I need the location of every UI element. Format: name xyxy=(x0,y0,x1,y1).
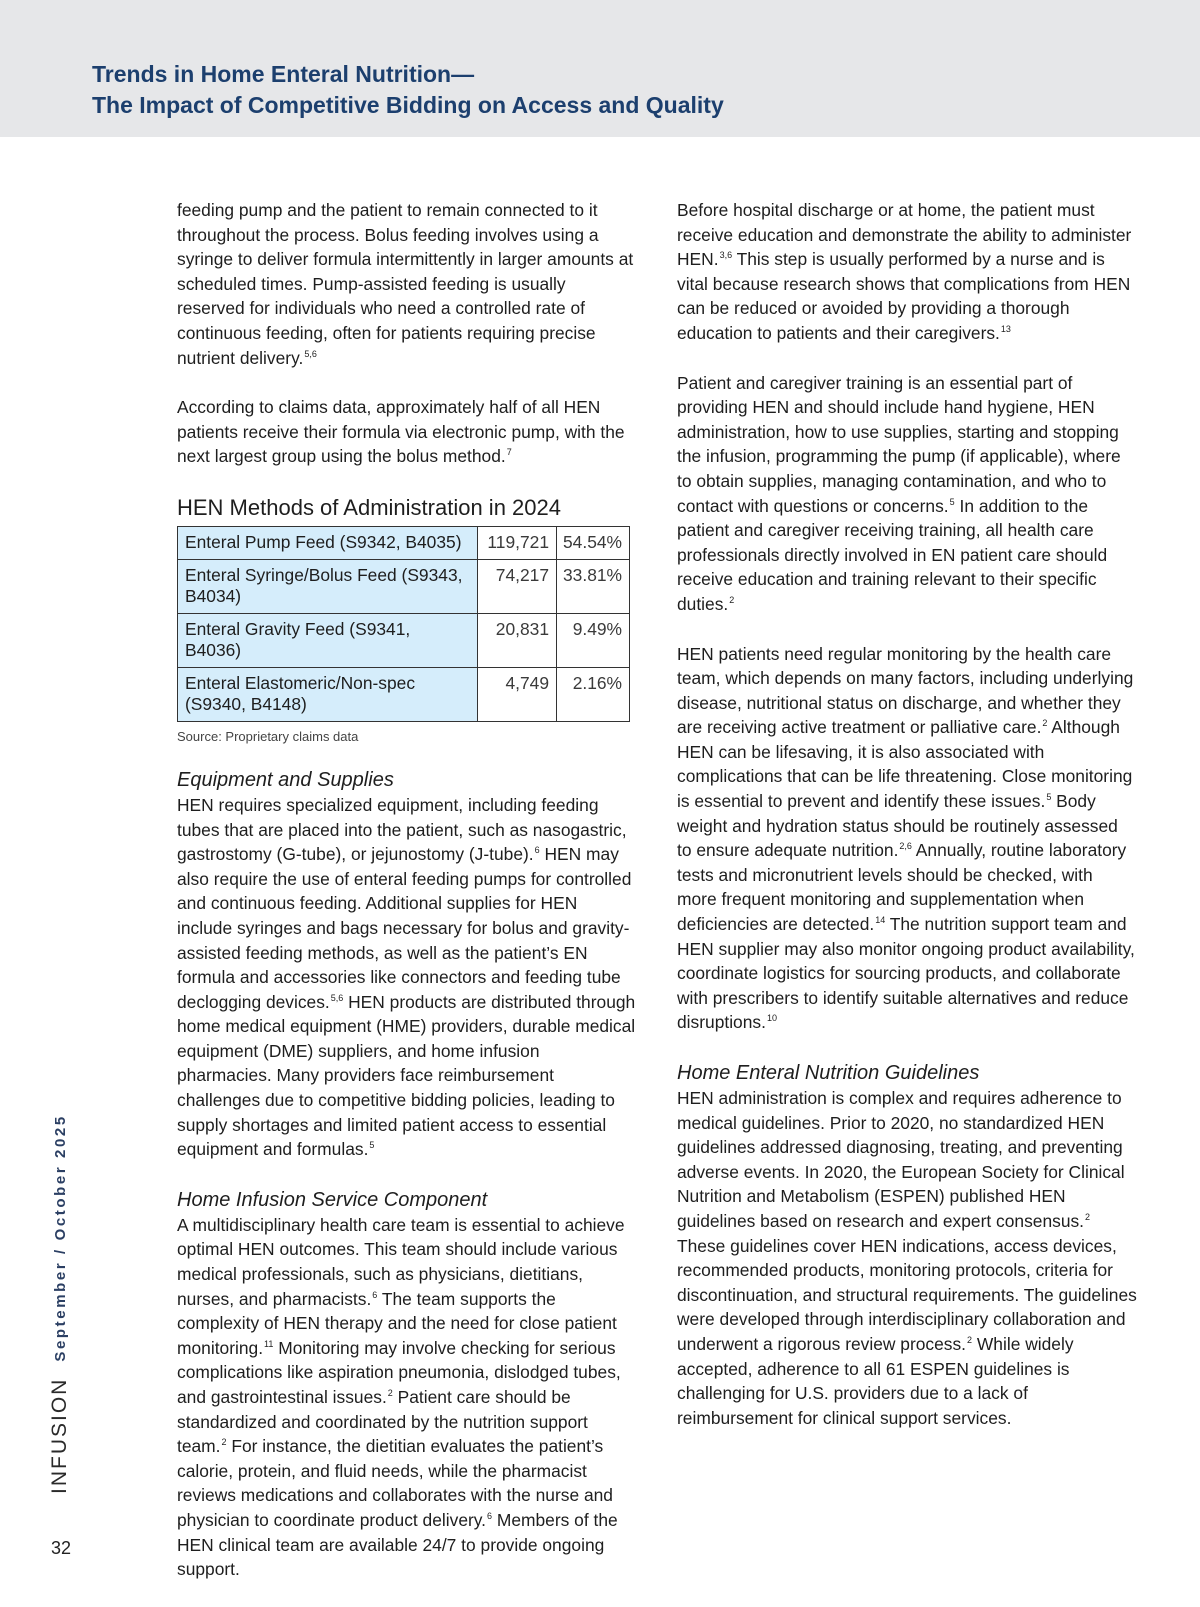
method-cell: Enteral Elastomeric/Non-spec (S9340, B4148) xyxy=(178,667,478,721)
paragraph xyxy=(177,395,637,469)
text-run: Patient care should be standardized and coordinated by the nutrition support team. xyxy=(177,1387,588,1457)
table-row xyxy=(178,613,630,667)
text-run: These guidelines cover HEN indications, access devices, recommended products, monitoring protocols, criteria for discontinuation, and structural requirements. The guidelines were developed through interdisciplinary collaboration and underwent a rigorous review process. xyxy=(677,1235,1137,1354)
method-cell: Enteral Gravity Feed (S9341, B4036) xyxy=(178,613,478,667)
count-cell: 4,749 xyxy=(478,667,557,721)
citation: 6 xyxy=(372,1289,378,1300)
text-run: Monitoring may involve checking for serious complications like aspiration pneumonia, dislodged tubes, and gastrointestinal issues. xyxy=(177,1337,621,1407)
citation: 2 xyxy=(1085,1211,1091,1222)
paragraph xyxy=(177,198,637,370)
citation: 2 xyxy=(729,594,735,605)
text-run: For instance, the dietitian evaluates the patient’s calorie, protein, and fluid needs, while the pharmacist reviews medications and collaborates with the nurse and physician to coordinate product delivery. xyxy=(177,1436,613,1530)
text-run: The nutrition support team and HEN supplier may also monitor ongoing product availability, coordinate logistics for sourcing products, and collaborate with prescribers to identify suitable alternatives and reduce disruptions. xyxy=(677,914,1135,1033)
right-column xyxy=(677,198,1137,1455)
citation: 6 xyxy=(487,1510,493,1521)
paragraph xyxy=(677,371,1137,617)
percent-cell: 9.49% xyxy=(557,613,630,667)
paragraph-text: feeding pump and the patient to remain connected to it throughout the process. Bolus feeding involves using a syringe to deliver formula intermittently in larger amounts at scheduled times. Pump-assisted feeding is usually reserved for individuals who need a controlled rate of continuous feeding, often for patients requiring precise nutrient delivery. xyxy=(177,200,634,368)
citation: 7 xyxy=(506,447,512,458)
count-cell: 74,217 xyxy=(478,559,557,613)
text-run: Annually, routine laboratory tests and micronutrient levels should be checked, with more frequent monitoring and supplementation when deficiencies are detected. xyxy=(677,840,1127,935)
table-row xyxy=(178,667,630,721)
citation: 2 xyxy=(387,1388,393,1398)
citation: 2 xyxy=(967,1334,973,1345)
article-title xyxy=(92,59,724,121)
citation: 11 xyxy=(264,1338,274,1349)
article-title-line1: Trends in Home Enteral Nutrition— xyxy=(92,61,475,87)
percent-cell: 33.81% xyxy=(557,559,630,613)
paragraph xyxy=(677,198,1137,346)
citation: 10 xyxy=(766,1013,777,1024)
citation: 5,6 xyxy=(330,992,344,1003)
citation: 2 xyxy=(1042,718,1048,729)
page-number: 32 xyxy=(51,1538,72,1558)
citation: 14 xyxy=(875,915,886,926)
text-run: Members of the HEN clinical team are available 24/7 to provide ongoing support. xyxy=(177,1509,618,1580)
citation: 5 xyxy=(369,1140,375,1151)
paragraph xyxy=(177,1213,637,1582)
section-heading: Equipment and Supplies xyxy=(177,768,394,791)
citation: 2,6 xyxy=(899,841,912,852)
percent-cell: 54.54% xyxy=(557,526,630,559)
text-run: HEN products are distributed through home medical equipment (HME) providers, durable medical equipment (DME) suppliers, and home infusion pharmacies. Many providers face reimbursement challenges due to competitive bidding policies, leading to supply shortages and limited patient access to essential equipment and formulas. xyxy=(177,991,636,1160)
text-run: HEN requires specialized equipment, including feeding tubes that are placed into the patient, such as nasogastric, gastrostomy (G-tube), or jejunostomy (J-tube). xyxy=(177,794,627,865)
method-cell: Enteral Pump Feed (S9342, B4035) xyxy=(178,526,478,559)
table-title: HEN Methods of Administration in 2024 xyxy=(177,494,561,520)
text-run: HEN patients need regular monitoring by the health care team, which depends on many factors, including underlying disease, nutritional status on discharge, and whether they are receiving active treatment or palliative care. xyxy=(677,643,1134,738)
issue-date: September / October 2025 xyxy=(51,1114,69,1362)
citation: 13 xyxy=(1000,323,1011,334)
article-title-line2: The Impact of Competitive Bidding on Access and Quality xyxy=(92,92,724,118)
citation: 3,6 xyxy=(719,250,733,261)
table-source: Source: Proprietary claims data xyxy=(177,728,359,744)
citation: 5,6 xyxy=(304,348,317,359)
count-cell: 20,831 xyxy=(478,613,557,667)
method-cell: Enteral Syringe/Bolus Feed (S9343, B4034) xyxy=(178,559,478,613)
percent-cell: 2.16% xyxy=(557,667,630,721)
magazine-sidebar xyxy=(48,1114,72,1494)
infusion-logo: INFUSION xyxy=(48,1377,71,1494)
methods-table xyxy=(177,526,630,722)
text-run: Patient and caregiver training is an essential part of providing HEN and should include hand hygiene, HEN administration, how to use supplies, starting and stopping the infusion, programming the pump (if applicable), where to obtain supplies, managing contamination, and who to contact with questions or concerns. xyxy=(677,372,1121,516)
text-run: Body weight and hydration status should be routinely assessed to ensure adequate nutrition. xyxy=(677,791,1118,861)
paragraph xyxy=(177,793,637,1162)
text-run: A multidisciplinary health care team is essential to achieve optimal HEN outcomes. This team should include various medical professionals, such as physicians, dietitians, nurses, and pharmacists. xyxy=(177,1214,625,1309)
paragraph-text: According to claims data, approximately half of all HEN patients receive their formula via electronic pump, with the next largest group using the bolus method. xyxy=(177,397,625,467)
header-band xyxy=(0,0,1200,137)
text-run: The team supports the complexity of HEN therapy and the need for close patient monitoring. xyxy=(177,1288,617,1358)
left-column xyxy=(177,198,637,1607)
section-heading: Home Infusion Service Component xyxy=(177,1188,488,1211)
text-run: Before hospital discharge or at home, the patient must receive education and demonstrate the ability to administer HEN. xyxy=(677,200,1132,270)
text-run: HEN administration is complex and requires adherence to medical guidelines. Prior to 2020, no standardized HEN guidelines addressed diagnosing, treating, and preventing adverse events. In 2020, the European Society for Clinical Nutrition and Metabolism (ESPEN) published HEN guidelines based on research and expert consensus. xyxy=(677,1088,1125,1231)
text-run: While widely accepted, adherence to all 61 ESPEN guidelines is challenging for U.S. providers due to a lack of reimbursement for clinical support services. xyxy=(677,1333,1074,1428)
citation: 5 xyxy=(1046,792,1052,803)
paragraph xyxy=(677,1086,1137,1430)
citation: 5 xyxy=(949,496,955,507)
text-run: Although HEN can be lifesaving, it is also associated with complications that can be life threatening. Close monitoring is essential to prevent and identify these issues. xyxy=(677,717,1133,812)
paragraph xyxy=(677,642,1137,1036)
text-run: HEN may also require the use of enteral feeding pumps for controlled and continuous feeding. Additional supplies for HEN include syringes and bags necessary for bolus and gravity-assisted feeding methods, as well as the patient’s EN formula and accessories like connectors and feeding tube declogging devices. xyxy=(177,844,632,1012)
citation: 2 xyxy=(221,1437,227,1448)
table-row xyxy=(178,559,630,613)
text-run: In addition to the patient and caregiver receiving training, all health care professionals directly involved in EN patient care should receive education and training relevant to their specific duties. xyxy=(677,495,1108,614)
text-run: This step is usually performed by a nurse and is vital because research shows that complications from HEN can be reduced or avoided by providing a thorough education to patients and their caregivers. xyxy=(677,249,1131,343)
table-row xyxy=(178,526,630,559)
count-cell: 119,721 xyxy=(478,526,557,559)
section-heading: Home Enteral Nutrition Guidelines xyxy=(677,1062,980,1084)
citation: 6 xyxy=(534,845,540,856)
